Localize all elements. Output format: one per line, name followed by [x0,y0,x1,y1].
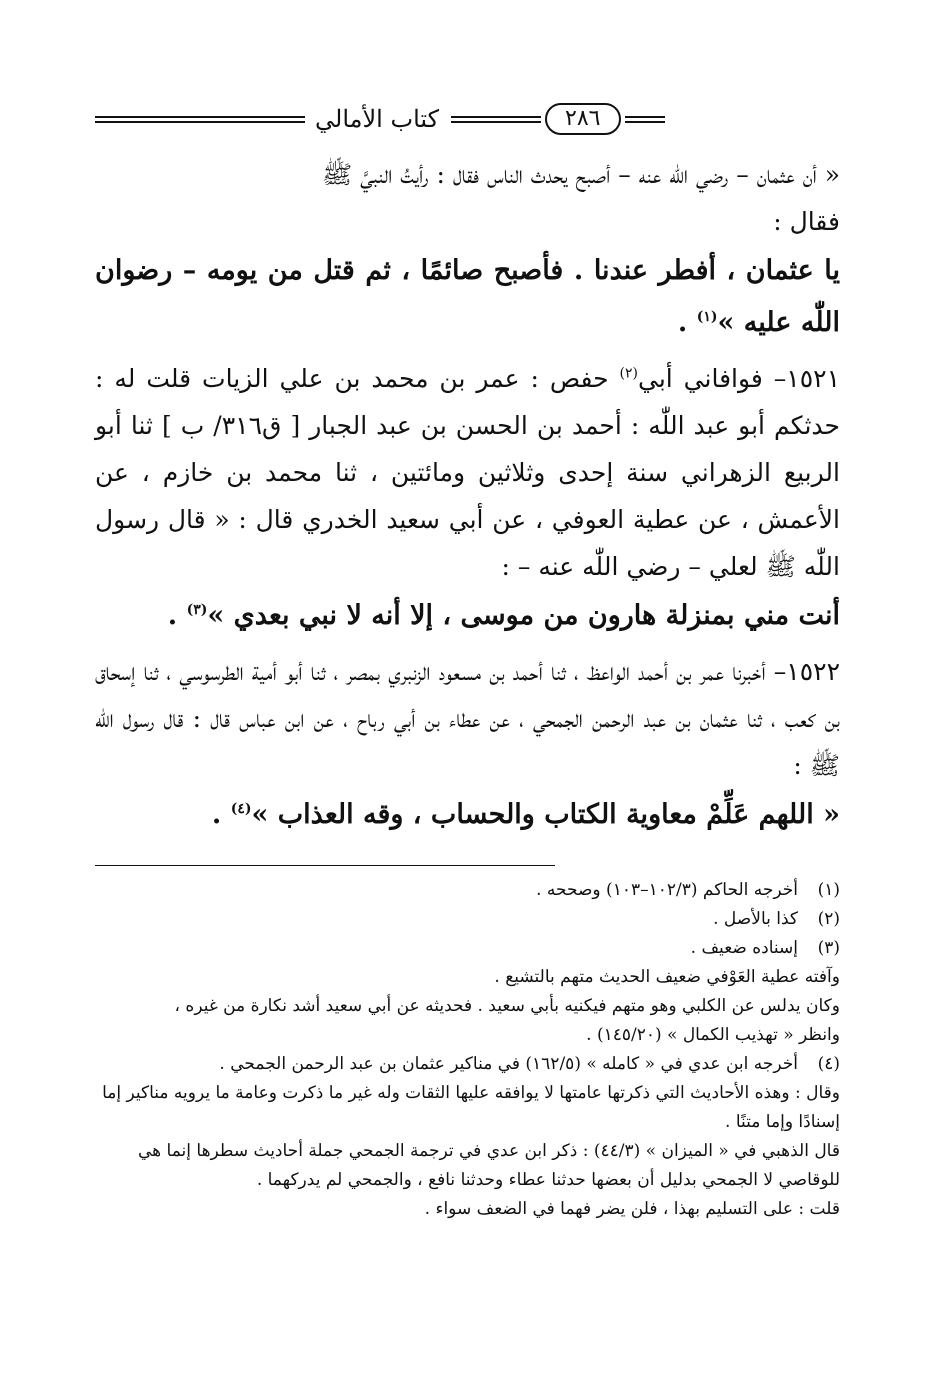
footnote-number: (٢) [817,909,840,929]
hadith-2-end: . [167,600,187,631]
footnote-subline: وقال : وهذه الأحاديث التي ذكرتها عامتها لا يوافقه عليها الثقات وله غير ما ذكرت وعامة ما يرويه مناكير إما إسنادًا وإما متنًا . [102,1083,840,1132]
hadith-1 [95,245,840,349]
hadith-1-end: . [677,307,697,338]
hadith-3 [95,789,840,841]
footnote-subline: وانظر « تهذيب الكمال » (١٤٥/٢٠) . [586,1025,840,1045]
page-number: ٢٨٦ [545,103,620,135]
footnote-line: أخرجه الحاكم (١٠٢/٣–١٠٣) وصححه . [536,880,798,900]
paragraph-1-line-1: « أن عثمان – رضي اللّٰه عنه – أصبح يحدث الناس فقال : رأيتُ النبيَّ ﷺ [321,160,840,189]
running-header [95,95,840,143]
footnote-line: كذا بالأصل . [713,909,798,929]
footnote-body [95,905,798,934]
footnote-4 [95,1050,840,1224]
main-text [95,151,840,841]
footnote-2 [95,905,840,934]
header-rule-right [625,116,665,123]
paragraph-1521 [95,355,840,590]
paragraph-1 [95,151,840,245]
footnote-body [95,876,798,905]
footnote-1 [95,876,840,905]
footnote-subline: قلت : على التسليم بهذا ، فلن يضر فهما في الضعف سواء . [424,1199,840,1219]
header-title: كتاب الأمالي [315,105,440,133]
footnote-subline: وآفته عطية العَوْفي ضعيف الحديث متهم بالتشيع . [494,967,840,987]
footnote-subline: وكان يدلس عن الكلبي وهو متهم فيكنيه بأبي سعيد . فحديثه عن أبي سعيد أشد نكارة من غيره ، [174,996,840,1016]
hadith-3-text: « اللهم عَلِّمْ معاوية الكتاب والحساب ، وقه العذاب » [251,799,840,830]
paragraph-1521-start: ١٥٢١– فوافاني أبي [637,364,841,393]
hadith-1-text: يا عثمان ، أفطر عندنا . فأصبح صائمًا ، ثم قتل من يومه – رضوان اللّٰه عليه » [95,255,840,338]
footnote-body [95,934,840,1050]
footnote-ref-3[interactable]: (٣) [186,602,208,618]
footnote-subline: قال الذهبي في « الميزان » (٤٤/٣) : ذكر ابن عدي في ترجمة الجمحي جملة أحاديث سطرها إنما هي للوقاصي لا الجمحي بدليل أن بعضها حدثنا عطاء وحدثنا نافع ، والجمحي لم يدركهما . [137,1141,840,1190]
header-rule-left [95,116,305,123]
footnote-ref-1[interactable]: (١) [696,309,718,325]
footnote-number: (٤) [817,1054,840,1074]
footnote-separator [95,865,555,866]
footnote-line: إسناده ضعيف . [690,938,798,958]
book-page [95,95,840,1224]
footnote-3 [95,934,840,1050]
header-rule-middle [451,116,541,123]
hadith-3-end: . [211,799,231,830]
footnote-number: (١) [817,880,840,900]
footnote-line: أخرجه ابن عدي في « كامله » (١٦٢/٥) في مناكير عثمان بن عبد الرحمن الجمحي . [219,1054,798,1074]
paragraph-1-line-2: فقال : [773,207,840,236]
footnote-number: (٣) [817,938,840,958]
paragraph-1522-text: ١٥٢٢– أخبرنا عمر بن أحمد الواعظ ، ثنا أحمد بن مسعود الزنبري بمصر ، ثنا أبو أمية الطرسوسي ، ثنا إسحاق بن كعب ، ثنا عثمان بن عبد الرحمن الجمحي ، عن عطاء بن أبي رباح ، عن ابن عباس قال : قال رسول اللّٰه ﷺ : [95,657,840,780]
footnotes [95,876,840,1224]
footnote-body [95,1050,840,1224]
paragraph-1522 [95,648,840,789]
footnote-ref-2[interactable]: (٢) [619,365,638,382]
hadith-2-text: أنت مني بمنزلة هارون من موسى ، إلا أنه لا نبي بعدي » [207,600,840,631]
hadith-2 [95,590,840,642]
footnote-ref-4[interactable]: (٤) [230,801,252,817]
paragraph-1521-text: حفص : عمر بن محمد بن علي الزيات قلت له : حدثكم أبو عبد اللّٰه : أحمد بن الحسن بن عبد الجبار [ ق٣١٦/ ب ] ثنا أبو الربيع الزهراني سنة إحدى وثلاثين ومائتين ، ثنا محمد بن خازم ، عن الأعمش ، عن عطية العوفي ، عن أبي سعيد الخدري قال : « قال رسول اللّٰه ﷺ لعلي – رضي اللّٰه عنه – : [95,364,840,581]
